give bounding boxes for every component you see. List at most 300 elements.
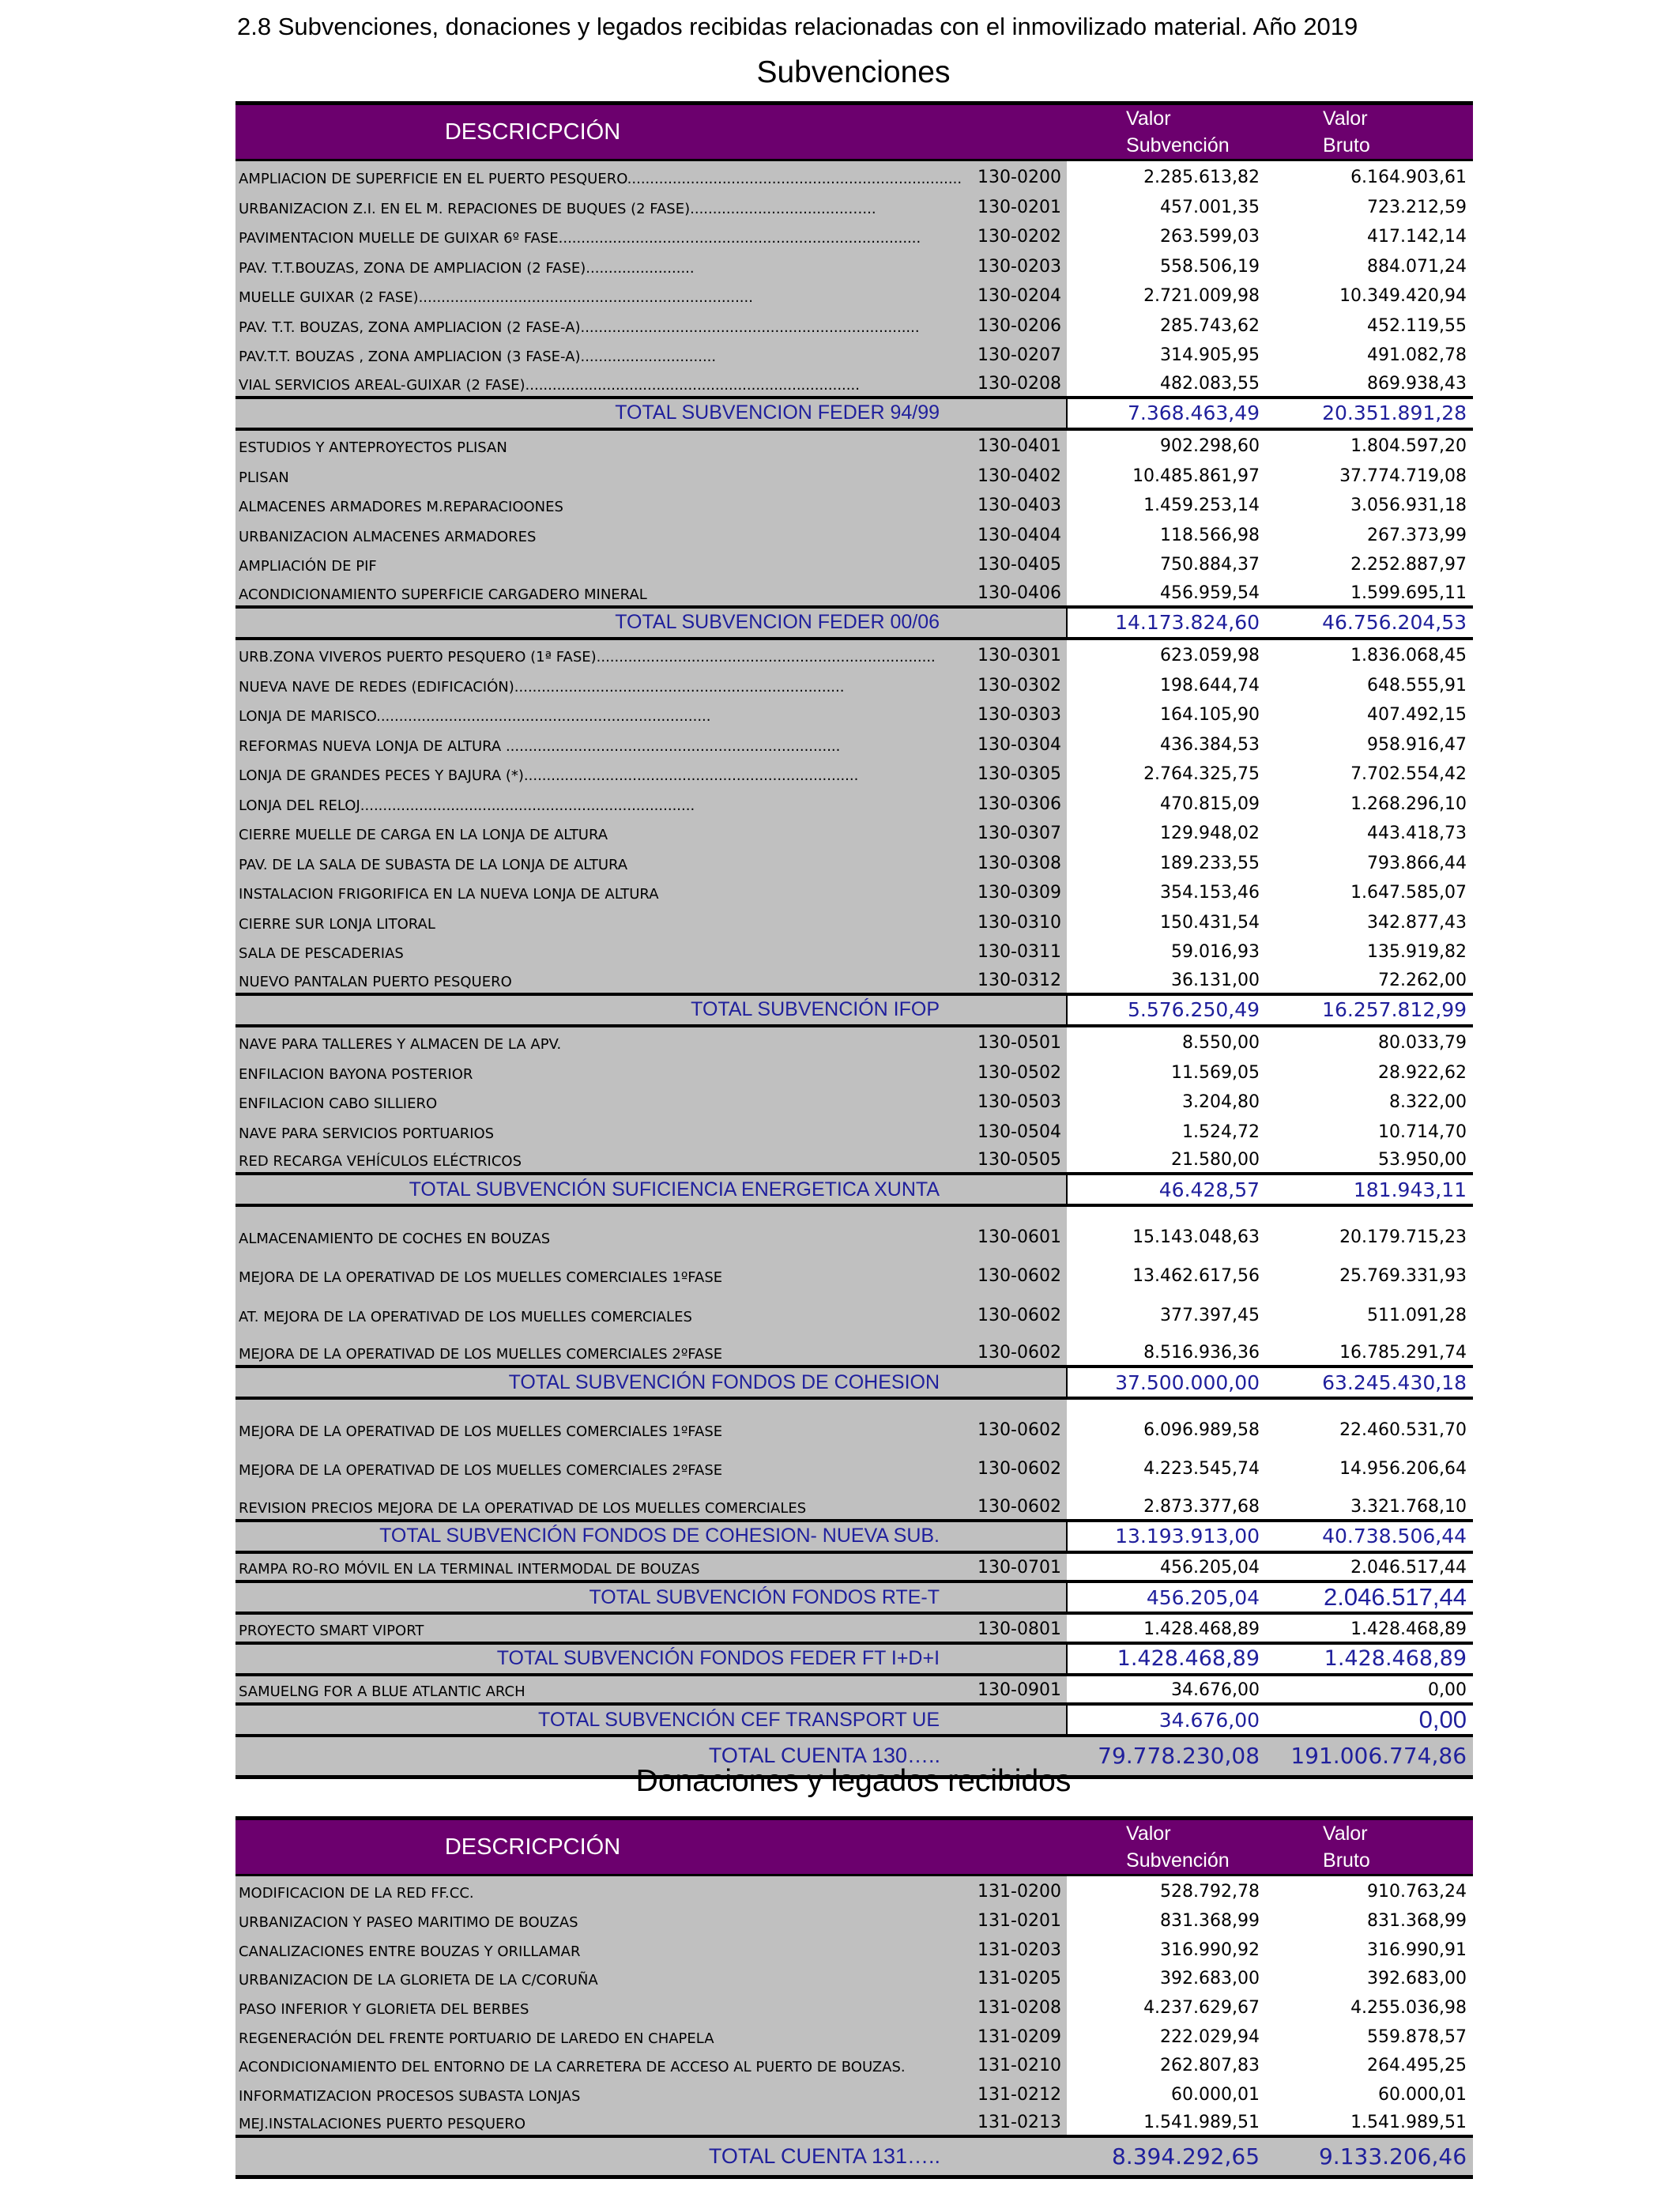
row-valor-bruto: 264.495,25 <box>1367 2056 1467 2076</box>
header-valor-bruto-line2: Bruto <box>1323 1849 1370 1872</box>
row-valor-bruto: 1.599.695,11 <box>1350 582 1467 603</box>
total-valor-subvencion: 1.428.468,89 <box>1067 1643 1275 1675</box>
header-valor-bruto-line2: Bruto <box>1323 134 1370 156</box>
row-valor-bruto: 407.492,15 <box>1367 705 1467 725</box>
row-valor-bruto: 884.071,24 <box>1367 256 1467 277</box>
row-valor-bruto: 1.541.989,51 <box>1350 2112 1467 2132</box>
table-row <box>235 518 1473 548</box>
row-valor-bruto: 135.919,82 <box>1367 942 1467 962</box>
header-valor-bruto <box>1275 1819 1473 1875</box>
table-row <box>235 338 1473 368</box>
total-valor-bruto: 46.756.204,53 <box>1275 607 1473 639</box>
table-row <box>235 308 1473 338</box>
row-valor-subvencion: 34.676,00 <box>1171 1680 1260 1700</box>
row-valor-subvencion: 1.541.989,51 <box>1143 2112 1260 2132</box>
header-valor-bruto <box>1275 104 1473 160</box>
row-account-code: 130-0308 <box>972 846 1067 876</box>
total-valor-subvencion: 13.193.913,00 <box>1067 1521 1275 1552</box>
total-label: TOTAL SUBVENCIÓN SUFICIENCIA ENERGETICA XUNTA <box>235 1174 1067 1205</box>
row-account-code: 130-0602 <box>972 1328 1067 1367</box>
row-valor-bruto: 443.418,73 <box>1367 824 1467 843</box>
total-row <box>235 994 1473 1026</box>
row-valor-bruto: 53.950,00 <box>1378 1150 1467 1170</box>
row-description: PAV. T.T. BOUZAS, ZONA AMPLIACION (2 FASE-A)........................................................................... <box>235 308 972 338</box>
row-account-code: 130-0404 <box>972 518 1067 548</box>
row-description: RAMPA RO-RO MÓVIL EN LA TERMINAL INTERMODAL DE BOUZAS <box>235 1552 972 1582</box>
row-account-code: 131-0208 <box>972 1991 1067 2020</box>
table-row <box>235 846 1473 876</box>
table-row <box>235 757 1473 787</box>
row-account-code: 130-0701 <box>972 1552 1067 1582</box>
row-account-code: 130-0501 <box>972 1026 1067 1056</box>
table-row <box>235 816 1473 846</box>
table-row <box>235 1144 1473 1174</box>
row-account-code: 130-0202 <box>972 220 1067 250</box>
row-description: SAMUELNG FOR A BLUE ATLANTIC ARCH <box>235 1675 972 1705</box>
row-valor-subvencion: 482.083,55 <box>1160 373 1260 394</box>
row-description: NAVE PARA SERVICIOS PORTUARIOS <box>235 1114 972 1144</box>
row-account-code: 130-0505 <box>972 1144 1067 1174</box>
row-valor-subvencion: 2.721.009,98 <box>1143 286 1260 306</box>
row-valor-bruto: 28.922,62 <box>1378 1062 1467 1083</box>
row-description: CIERRE SUR LONJA LITORAL <box>235 905 972 935</box>
donaciones-title: Donaciones y legados recibidos <box>635 1764 1072 1798</box>
row-description: NUEVO PANTALAN PUERTO PESQUERO <box>235 964 972 994</box>
row-account-code: 130-0406 <box>972 577 1067 607</box>
row-description: URBANIZACION Y PASEO MARITIMO DE BOUZAS <box>235 1904 972 1933</box>
row-valor-bruto: 267.373,99 <box>1367 525 1467 545</box>
total-valor-subvencion: 14.173.824,60 <box>1067 607 1275 639</box>
total-valor-bruto: 63.245.430,18 <box>1275 1367 1473 1398</box>
row-valor-bruto: 958.916,47 <box>1367 734 1467 755</box>
row-valor-bruto: 37.774.719,08 <box>1339 466 1467 486</box>
row-valor-bruto: 2.252.887,97 <box>1350 555 1467 575</box>
table-row <box>235 1481 1473 1521</box>
total-label: TOTAL SUBVENCIÓN FONDOS DE COHESION <box>235 1367 1067 1398</box>
row-valor-bruto: 3.056.931,18 <box>1350 496 1467 515</box>
row-description: CIERRE MUELLE DE CARGA EN LA LONJA DE ALTURA <box>235 816 972 846</box>
row-valor-bruto: 4.255.036,98 <box>1350 1997 1467 2018</box>
total-valor-bruto: 9.133.206,46 <box>1275 2136 1473 2177</box>
donaciones-body <box>235 1875 1473 2177</box>
row-valor-bruto: 1.428.468,89 <box>1350 1619 1467 1639</box>
header-valor-subvencion <box>1067 104 1275 160</box>
total-row <box>235 398 1473 429</box>
row-valor-bruto: 14.956.206,64 <box>1339 1459 1467 1479</box>
row-description: MEJORA DE LA OPERATIVAD DE LOS MUELLES COMERCIALES 1ºFASE <box>235 1250 972 1289</box>
row-account-code: 130-0306 <box>972 786 1067 816</box>
row-valor-bruto: 6.164.903,61 <box>1350 168 1467 187</box>
subvenciones-table <box>235 101 1473 1779</box>
row-description: LONJA DE GRANDES PECES Y BAJURA (*).......................................................................... <box>235 757 972 787</box>
row-account-code: 130-0502 <box>972 1055 1067 1085</box>
row-valor-bruto: 72.262,00 <box>1378 970 1467 990</box>
row-account-code: 130-0503 <box>972 1085 1067 1115</box>
row-account-code: 130-0405 <box>972 548 1067 578</box>
row-valor-bruto: 0,00 <box>1428 1680 1467 1700</box>
row-valor-bruto: 1.836.068,45 <box>1350 646 1467 665</box>
table-row <box>235 1250 1473 1289</box>
row-description: AMPLIACION DE SUPERFICIE EN EL PUERTO PESQUERO.......................................................................... <box>235 160 972 190</box>
row-account-code: 130-0602 <box>972 1250 1067 1289</box>
row-description: MEJ.INSTALACIONES PUERTO PESQUERO <box>235 2107 972 2136</box>
row-account-code: 131-0201 <box>972 1904 1067 1933</box>
row-description: INFORMATIZACION PROCESOS SUBASTA LONJAS <box>235 2078 972 2107</box>
row-account-code: 130-0901 <box>972 1675 1067 1705</box>
row-valor-subvencion: 470.815,09 <box>1160 794 1260 814</box>
row-valor-bruto: 3.321.768,10 <box>1350 1496 1467 1517</box>
row-account-code: 130-0303 <box>972 698 1067 728</box>
row-valor-bruto: 8.322,00 <box>1389 1092 1467 1112</box>
row-valor-bruto: 316.990,91 <box>1367 1940 1467 1960</box>
row-valor-subvencion: 8.550,00 <box>1182 1033 1260 1053</box>
row-valor-bruto: 831.368,99 <box>1367 1910 1467 1931</box>
row-valor-subvencion: 750.884,37 <box>1160 555 1260 575</box>
table-row <box>235 698 1473 728</box>
total-label: TOTAL SUBVENCIÓN FONDOS DE COHESION- NUEVA SUB. <box>235 1521 1067 1552</box>
total-valor-subvencion: 7.368.463,49 <box>1067 398 1275 429</box>
row-account-code: 130-0504 <box>972 1114 1067 1144</box>
subvenciones-body <box>235 160 1473 1777</box>
row-valor-subvencion: 13.462.617,56 <box>1132 1266 1260 1286</box>
table-row <box>235 786 1473 816</box>
row-valor-subvencion: 1.459.253,14 <box>1143 496 1260 515</box>
total-label: TOTAL SUBVENCIÓN FONDOS FEDER FT I+D+I <box>235 1643 1067 1675</box>
row-valor-subvencion: 831.368,99 <box>1160 1910 1260 1931</box>
row-valor-bruto: 60.000,01 <box>1378 2085 1467 2105</box>
total-label: TOTAL SUBVENCION FEDER 00/06 <box>235 607 1067 639</box>
row-valor-bruto: 20.179.715,23 <box>1339 1227 1467 1247</box>
row-valor-bruto: 22.460.531,70 <box>1339 1419 1467 1440</box>
row-valor-subvencion: 528.792,78 <box>1160 1882 1260 1902</box>
row-description: PAV.T.T. BOUZAS , ZONA AMPLIACION (3 FASE-A).............................. <box>235 338 972 368</box>
header-valor-subvencion-line1: Valor <box>1126 107 1171 130</box>
row-valor-subvencion: 2.285.613,82 <box>1143 168 1260 187</box>
table-row <box>235 1026 1473 1056</box>
row-account-code: 130-0403 <box>972 488 1067 518</box>
row-valor-subvencion: 377.397,45 <box>1160 1305 1260 1325</box>
row-valor-subvencion: 285.743,62 <box>1160 315 1260 336</box>
row-description: URBANIZACION ALMACENES ARMADORES <box>235 518 972 548</box>
row-valor-subvencion: 129.948,02 <box>1160 824 1260 843</box>
table-row <box>235 2020 1473 2049</box>
table-row <box>235 1962 1473 1992</box>
total-label: TOTAL SUBVENCION FEDER 94/99 <box>235 398 1067 429</box>
row-valor-subvencion: 263.599,03 <box>1160 227 1260 247</box>
row-valor-bruto: 10.714,70 <box>1378 1122 1467 1142</box>
row-description: PAVIMENTACION MUELLE DE GUIXAR 6º FASE............................…................................................. <box>235 220 972 250</box>
total-label: TOTAL CUENTA 131….. <box>235 2136 1067 2177</box>
table-row <box>235 577 1473 607</box>
table-row <box>235 905 1473 935</box>
row-valor-subvencion: 10.485.861,97 <box>1132 466 1260 486</box>
row-description: CANALIZACIONES ENTRE BOUZAS Y ORILLAMAR <box>235 1933 972 1962</box>
row-valor-subvencion: 316.990,92 <box>1160 1940 1260 1960</box>
row-valor-subvencion: 262.807,83 <box>1160 2056 1260 2076</box>
header-descripcion: DESCRICPCIÓN <box>235 1819 1067 1875</box>
row-description: AMPLIACIÓN DE PIF <box>235 548 972 578</box>
table-row <box>235 1613 1473 1643</box>
table-row <box>235 727 1473 757</box>
table-row <box>235 249 1473 279</box>
row-valor-subvencion: 623.059,98 <box>1160 646 1260 665</box>
row-valor-subvencion: 436.384,53 <box>1160 734 1260 755</box>
row-description: PAV. DE LA SALA DE SUBASTA DE LA LONJA DE ALTURA <box>235 846 972 876</box>
table-row <box>235 1210 1473 1250</box>
total-valor-subvencion: 34.676,00 <box>1067 1704 1275 1736</box>
row-valor-subvencion: 60.000,01 <box>1171 2085 1260 2105</box>
total-label: TOTAL SUBVENCIÓN IFOP <box>235 994 1067 1026</box>
row-description: NUEVA NAVE DE REDES (EDIFICACIÓN)......................................................................... <box>235 668 972 698</box>
row-description: ENFILACION BAYONA POSTERIOR <box>235 1055 972 1085</box>
row-valor-subvencion: 15.143.048,63 <box>1132 1227 1260 1247</box>
row-account-code: 130-0307 <box>972 816 1067 846</box>
table-row <box>235 1933 1473 1962</box>
row-account-code: 130-0312 <box>972 964 1067 994</box>
row-description: ESTUDIOS Y ANTEPROYECTOS PLISAN <box>235 429 972 459</box>
table-row <box>235 1552 1473 1582</box>
row-account-code: 130-0208 <box>972 368 1067 398</box>
table-row <box>235 1328 1473 1367</box>
table-row <box>235 1114 1473 1144</box>
row-account-code: 131-0213 <box>972 2107 1067 2136</box>
row-description: MUELLE GUIXAR (2 FASE).......................................................................... <box>235 279 972 309</box>
row-description: ACONDICIONAMIENTO SUPERFICIE CARGADERO MINERAL <box>235 577 972 607</box>
row-valor-bruto: 648.555,91 <box>1367 675 1467 696</box>
total-valor-subvencion: 79.778.230,08 <box>1067 1736 1275 1777</box>
row-account-code: 131-0203 <box>972 1933 1067 1962</box>
row-description: REVISION PRECIOS MEJORA DE LA OPERATIVAD DE LOS MUELLES COMERCIALES <box>235 1481 972 1521</box>
subvenciones-header-row <box>235 104 1473 160</box>
row-valor-subvencion: 4.223.545,74 <box>1143 1459 1260 1479</box>
total-row <box>235 1704 1473 1736</box>
row-valor-subvencion: 222.029,94 <box>1160 2026 1260 2047</box>
page-title: 2.8 Subvenciones, donaciones y legados recibidas relacionadas con el inmovilizado material. Año 2019 <box>237 13 1358 40</box>
row-account-code: 130-0304 <box>972 727 1067 757</box>
row-account-code: 130-0302 <box>972 668 1067 698</box>
total-row <box>235 1367 1473 1398</box>
row-description: RED RECARGA VEHÍCULOS ELÉCTRICOS <box>235 1144 972 1174</box>
row-valor-bruto: 1.647.585,07 <box>1350 883 1467 903</box>
row-account-code: 130-0801 <box>972 1613 1067 1643</box>
row-description: URB.ZONA VIVEROS PUERTO PESQUERO (1ª FASE)........................................................................... <box>235 639 972 669</box>
donaciones-table <box>235 1816 1473 2179</box>
row-description: REFORMAS NUEVA LONJA DE ALTURA .......................................................................... <box>235 727 972 757</box>
total-valor-bruto: 2.046.517,44 <box>1275 1581 1473 1613</box>
row-valor-subvencion: 59.016,93 <box>1171 942 1260 962</box>
row-valor-subvencion: 456.205,04 <box>1160 1558 1260 1578</box>
row-account-code: 130-0311 <box>972 935 1067 965</box>
table-row <box>235 1991 1473 2020</box>
total-row <box>235 1643 1473 1675</box>
row-valor-subvencion: 1.524,72 <box>1182 1122 1260 1142</box>
row-valor-bruto: 559.878,57 <box>1367 2026 1467 2047</box>
total-valor-bruto: 181.943,11 <box>1275 1174 1473 1205</box>
table-row <box>235 220 1473 250</box>
table-row <box>235 1442 1473 1482</box>
total-label: TOTAL SUBVENCIÓN FONDOS RTE-T <box>235 1581 1067 1613</box>
total-row <box>235 2136 1473 2177</box>
row-valor-subvencion: 902.298,60 <box>1160 436 1260 456</box>
row-description: LONJA DEL RELOJ.......................................................................... <box>235 786 972 816</box>
row-description: INSTALACION FRIGORIFICA EN LA NUEVA LONJA DE ALTURA <box>235 876 972 906</box>
row-account-code: 131-0205 <box>972 1962 1067 1992</box>
row-account-code: 130-0601 <box>972 1210 1067 1250</box>
row-valor-bruto: 392.683,00 <box>1367 1969 1467 1989</box>
row-valor-bruto: 511.091,28 <box>1367 1305 1467 1325</box>
row-account-code: 130-0602 <box>972 1403 1067 1442</box>
row-valor-subvencion: 6.096.989,58 <box>1143 1419 1260 1440</box>
row-account-code: 130-0310 <box>972 905 1067 935</box>
row-valor-subvencion: 164.105,90 <box>1160 705 1260 725</box>
total-valor-bruto: 16.257.812,99 <box>1275 994 1473 1026</box>
row-valor-subvencion: 354.153,46 <box>1160 883 1260 903</box>
row-description: ALMACENES ARMADORES M.REPARACIOONES <box>235 488 972 518</box>
row-account-code: 130-0207 <box>972 338 1067 368</box>
total-row <box>235 1174 1473 1205</box>
row-description: PASO INFERIOR Y GLORIETA DEL BERBES <box>235 1991 972 2020</box>
header-valor-bruto-line1: Valor <box>1323 1823 1368 1845</box>
row-description: URBANIZACION DE LA GLORIETA DE LA C/CORUÑA <box>235 1962 972 1992</box>
row-description: PAV. T.T.BOUZAS, ZONA DE AMPLIACION (2 FASE)........................ <box>235 249 972 279</box>
table-row <box>235 1055 1473 1085</box>
total-label: TOTAL CUENTA 130….. <box>235 1736 1067 1777</box>
row-valor-subvencion: 457.001,35 <box>1160 197 1260 217</box>
total-valor-subvencion: 37.500.000,00 <box>1067 1367 1275 1398</box>
row-description: ENFILACION CABO SILLIERO <box>235 1085 972 1115</box>
row-account-code: 130-0301 <box>972 639 1067 669</box>
header-valor-subvencion-line2: Subvención <box>1126 1849 1230 1872</box>
table-row <box>235 876 1473 906</box>
header-valor-bruto-line1: Valor <box>1323 107 1368 130</box>
table-row <box>235 458 1473 488</box>
row-valor-subvencion: 21.580,00 <box>1171 1150 1260 1170</box>
table-row <box>235 548 1473 578</box>
table-row <box>235 1085 1473 1115</box>
row-account-code: 130-0402 <box>972 458 1067 488</box>
header-valor-subvencion-line1: Valor <box>1126 1823 1171 1845</box>
row-valor-subvencion: 558.506,19 <box>1160 256 1260 277</box>
table-row <box>235 279 1473 309</box>
table-row <box>235 1288 1473 1328</box>
row-valor-subvencion: 2.873.377,68 <box>1143 1496 1260 1517</box>
row-description: MEJORA DE LA OPERATIVAD DE LOS MUELLES COMERCIALES 1ºFASE <box>235 1403 972 1442</box>
subvenciones-title: Subvenciones <box>756 55 951 89</box>
total-label: TOTAL SUBVENCIÓN CEF TRANSPORT UE <box>235 1704 1067 1736</box>
row-description: ALMACENAMIENTO DE COCHES EN BOUZAS <box>235 1210 972 1250</box>
header-descripcion: DESCRICPCIÓN <box>235 104 1067 160</box>
row-description: PROYECTO SMART VIPORT <box>235 1613 972 1643</box>
table-row <box>235 190 1473 220</box>
row-valor-bruto: 2.046.517,44 <box>1350 1558 1467 1578</box>
header-valor-subvencion-line2: Subvención <box>1126 134 1230 156</box>
table-row <box>235 1675 1473 1705</box>
row-valor-bruto: 16.785.291,74 <box>1339 1343 1467 1363</box>
row-description: AT. MEJORA DE LA OPERATIVAD DE LOS MUELLES COMERCIALES <box>235 1288 972 1328</box>
row-valor-bruto: 1.268.296,10 <box>1350 794 1467 814</box>
table-row <box>235 368 1473 398</box>
row-valor-bruto: 793.866,44 <box>1367 853 1467 873</box>
table-row <box>235 964 1473 994</box>
table-row <box>235 668 1473 698</box>
row-valor-bruto: 491.082,78 <box>1367 345 1467 365</box>
total-valor-bruto: 40.738.506,44 <box>1275 1521 1473 1552</box>
row-description: SALA DE PESCADERIAS <box>235 935 972 965</box>
row-description: NAVE PARA TALLERES Y ALMACEN DE LA APV. <box>235 1026 972 1056</box>
row-valor-subvencion: 456.959,54 <box>1160 582 1260 603</box>
row-valor-bruto: 7.702.554,42 <box>1350 764 1467 784</box>
row-description: ACONDICIONAMIENTO DEL ENTORNO DE LA CARRETERA DE ACCESO AL PUERTO DE BOUZAS. <box>235 2049 972 2079</box>
row-valor-bruto: 723.212,59 <box>1367 197 1467 217</box>
row-valor-subvencion: 8.516.936,36 <box>1143 1343 1260 1363</box>
table-row <box>235 488 1473 518</box>
row-valor-bruto: 1.804.597,20 <box>1350 436 1467 456</box>
row-description: URBANIZACION Z.I. EN EL M. REPACIONES DE BUQUES (2 FASE)...................................…... <box>235 190 972 220</box>
row-valor-subvencion: 198.644,74 <box>1160 675 1260 696</box>
row-account-code: 130-0201 <box>972 190 1067 220</box>
total-valor-subvencion: 8.394.292,65 <box>1067 2136 1275 2177</box>
total-valor-bruto: 20.351.891,28 <box>1275 398 1473 429</box>
row-description: MODIFICACION DE LA RED FF.CC. <box>235 1875 972 1905</box>
table-row <box>235 2049 1473 2079</box>
table-row <box>235 2078 1473 2107</box>
row-account-code: 130-0309 <box>972 876 1067 906</box>
row-account-code: 130-0206 <box>972 308 1067 338</box>
row-valor-subvencion: 3.204,80 <box>1182 1092 1260 1112</box>
header-valor-subvencion <box>1067 1819 1275 1875</box>
row-valor-subvencion: 2.764.325,75 <box>1143 764 1260 784</box>
row-account-code: 130-0203 <box>972 249 1067 279</box>
row-valor-bruto: 80.033,79 <box>1378 1033 1467 1053</box>
table-row <box>235 160 1473 190</box>
table-row <box>235 1403 1473 1442</box>
table-row <box>235 639 1473 669</box>
row-description: MEJORA DE LA OPERATIVAD DE LOS MUELLES COMERCIALES 2ºFASE <box>235 1328 972 1367</box>
row-valor-bruto: 910.763,24 <box>1367 1882 1467 1902</box>
row-account-code: 131-0212 <box>972 2078 1067 2107</box>
table-row <box>235 2107 1473 2136</box>
total-valor-bruto: 191.006.774,86 <box>1275 1736 1473 1777</box>
row-description: PLISAN <box>235 458 972 488</box>
total-valor-subvencion: 5.576.250,49 <box>1067 994 1275 1026</box>
row-valor-bruto: 869.938,43 <box>1367 373 1467 394</box>
row-account-code: 130-0204 <box>972 279 1067 309</box>
row-valor-bruto: 10.349.420,94 <box>1339 286 1467 306</box>
row-valor-subvencion: 11.569,05 <box>1171 1062 1260 1083</box>
row-description: REGENERACIÓN DEL FRENTE PORTUARIO DE LAREDO EN CHAPELA <box>235 2020 972 2049</box>
row-valor-subvencion: 314.905,95 <box>1160 345 1260 365</box>
row-description: MEJORA DE LA OPERATIVAD DE LOS MUELLES COMERCIALES 2ºFASE <box>235 1442 972 1482</box>
row-account-code: 131-0210 <box>972 2049 1067 2079</box>
donaciones-header-row <box>235 1819 1473 1875</box>
row-valor-subvencion: 118.566,98 <box>1160 525 1260 545</box>
row-account-code: 131-0209 <box>972 2020 1067 2049</box>
row-account-code: 130-0401 <box>972 429 1067 459</box>
row-account-code: 130-0305 <box>972 757 1067 787</box>
total-row <box>235 1521 1473 1552</box>
row-account-code: 130-0200 <box>972 160 1067 190</box>
row-valor-subvencion: 392.683,00 <box>1160 1969 1260 1989</box>
row-account-code: 131-0200 <box>972 1875 1067 1905</box>
total-row <box>235 607 1473 639</box>
total-row <box>235 1581 1473 1613</box>
table-row <box>235 1875 1473 1905</box>
row-valor-bruto: 452.119,55 <box>1367 315 1467 336</box>
row-account-code: 130-0602 <box>972 1481 1067 1521</box>
row-description: VIAL SERVICIOS AREAL-GUIXAR (2 FASE).......................................................................... <box>235 368 972 398</box>
row-valor-subvencion: 150.431,54 <box>1160 912 1260 933</box>
row-valor-bruto: 342.877,43 <box>1367 912 1467 933</box>
